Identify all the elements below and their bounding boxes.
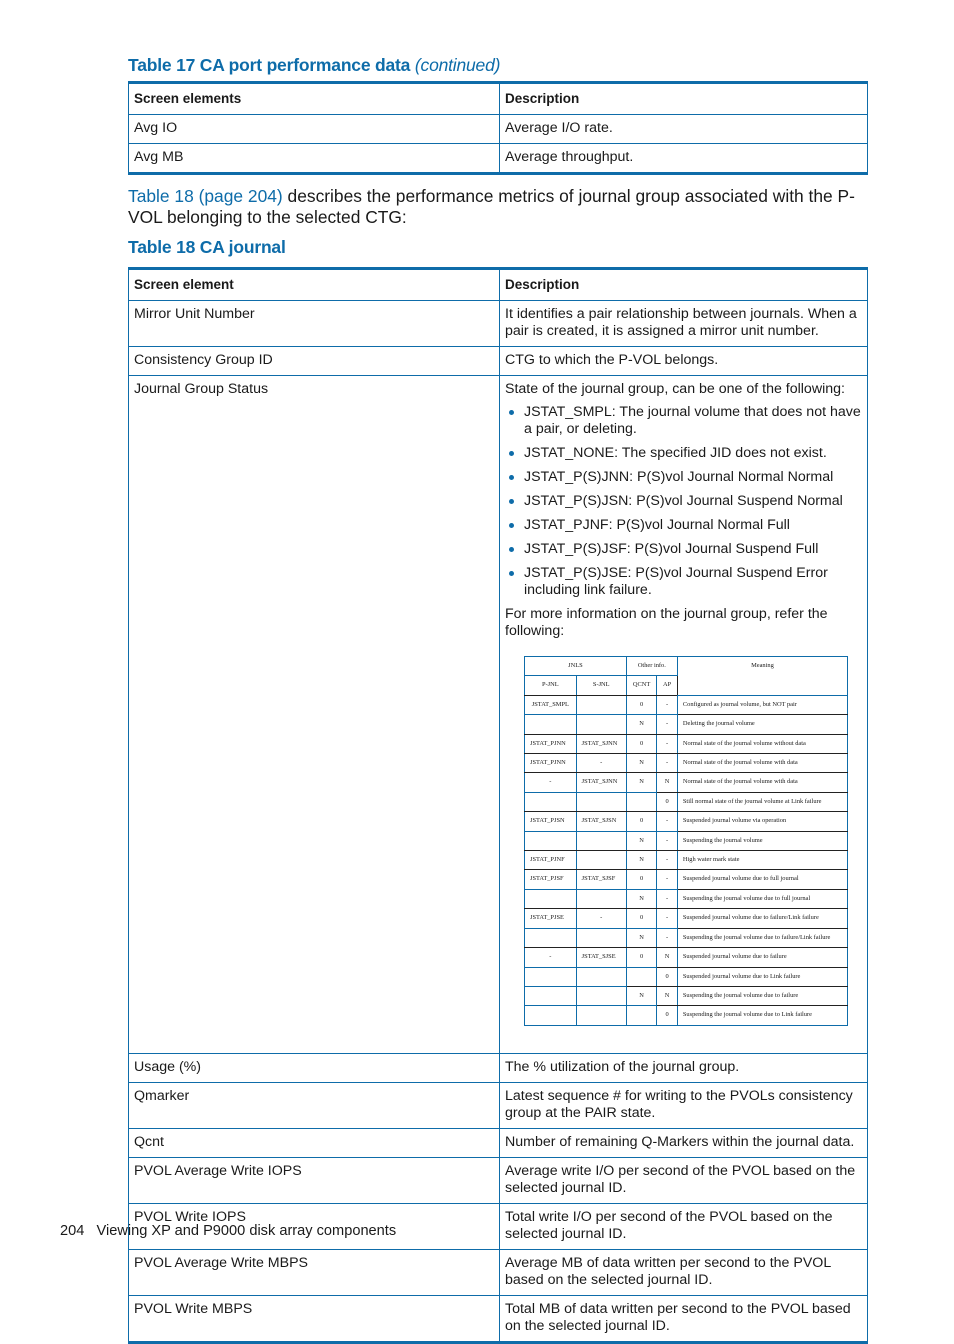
table17-caption bbox=[128, 55, 500, 76]
mini-cell bbox=[525, 792, 577, 811]
mini-header-other: Other info. bbox=[626, 657, 677, 676]
mini-row bbox=[525, 1006, 848, 1025]
mini-cell: JSTAT_PJSF bbox=[525, 870, 577, 889]
column-header: Description bbox=[500, 83, 868, 115]
mini-cell: JSTAT_SJSN bbox=[576, 812, 626, 831]
table-header-row bbox=[129, 83, 868, 115]
mini-cell: N bbox=[626, 928, 656, 947]
mini-cell: - bbox=[657, 889, 678, 908]
mini-row bbox=[525, 928, 848, 947]
mini-cell bbox=[576, 889, 626, 908]
mini-row bbox=[525, 734, 848, 753]
table17 bbox=[128, 81, 868, 175]
mini-cell: JSTAT_PJSE bbox=[525, 909, 577, 928]
list-item: JSTAT_P(S)JSF: P(S)vol Journal Suspend Full bbox=[524, 541, 862, 558]
mini-cell: - bbox=[576, 754, 626, 773]
mini-cell: Suspending the journal volume due to failure/Link failure bbox=[677, 928, 847, 947]
mini-cell: Suspended journal volume due to Link failure bbox=[677, 967, 847, 986]
table-cell: Usage (%) bbox=[129, 1053, 500, 1082]
list-item: JSTAT_SMPL: The journal volume that does not have a pair, or deleting. bbox=[524, 404, 861, 437]
mini-cell: High water mark state bbox=[677, 851, 847, 870]
mini-cell: N bbox=[626, 851, 656, 870]
status-description-cell bbox=[500, 376, 868, 1054]
mini-cell bbox=[576, 1006, 626, 1025]
mini-cell bbox=[525, 986, 577, 1005]
status-more: For more information on the journal group, refer the following: bbox=[505, 606, 828, 639]
mini-cell: - bbox=[657, 928, 678, 947]
mini-cell: - bbox=[657, 715, 678, 734]
mini-cell: Suspending the journal volume bbox=[677, 831, 847, 850]
mini-cell: N bbox=[657, 986, 678, 1005]
table-cell: Average write I/O per second of the PVOL based on the selected journal ID. bbox=[500, 1157, 868, 1203]
table17-title: Table 17 CA port performance data bbox=[128, 55, 411, 75]
table-cell: Average throughput. bbox=[500, 144, 868, 174]
page-footer: 204 Viewing XP and P9000 disk array components bbox=[60, 1223, 397, 1239]
status-list bbox=[505, 404, 862, 599]
intro-text: describes the performance metrics of journal group associated with the P-VOL belonging to the selected CTG: bbox=[128, 186, 855, 227]
mini-cell: - bbox=[525, 773, 577, 792]
mini-cell: N bbox=[626, 831, 656, 850]
mini-cell: JSTAT_SJNN bbox=[576, 773, 626, 792]
mini-cell: N bbox=[626, 773, 656, 792]
mini-row bbox=[525, 812, 848, 831]
table-cell: Consistency Group ID bbox=[129, 347, 500, 376]
column-header: Description bbox=[500, 269, 868, 301]
mini-cell bbox=[576, 967, 626, 986]
mini-cell: Configured as journal volume, but NOT pair bbox=[677, 695, 847, 714]
mini-cell: JSTAT_SMPL bbox=[525, 695, 577, 714]
mini-cell: - bbox=[657, 831, 678, 850]
table-cell: Avg MB bbox=[129, 144, 500, 174]
mini-header-ap: AP bbox=[657, 676, 678, 695]
mini-cell: - bbox=[657, 734, 678, 753]
table-row bbox=[129, 347, 868, 376]
mini-cell bbox=[525, 967, 577, 986]
mini-cell bbox=[576, 928, 626, 947]
list-item: JSTAT_NONE: The specified JID does not exist. bbox=[524, 445, 862, 462]
table-cell: Qmarker bbox=[129, 1082, 500, 1128]
mini-cell: 0 bbox=[626, 909, 656, 928]
table-cell: Average I/O rate. bbox=[500, 115, 868, 144]
mini-cell: N bbox=[657, 773, 678, 792]
mini-row bbox=[525, 870, 848, 889]
mini-cell bbox=[576, 792, 626, 811]
table-cell: Qcnt bbox=[129, 1128, 500, 1157]
mini-cell: - bbox=[657, 909, 678, 928]
mini-cell: JSTAT_SJSF bbox=[576, 870, 626, 889]
mini-cell: 0 bbox=[626, 695, 656, 714]
table-cell: It identifies a pair relationship between journals. When a pair is created, it is assigned a mirror unit number. bbox=[500, 301, 868, 347]
mini-cell bbox=[525, 715, 577, 734]
mini-row bbox=[525, 986, 848, 1005]
mini-cell: N bbox=[626, 986, 656, 1005]
mini-cell: 0 bbox=[657, 1006, 678, 1025]
mini-cell bbox=[525, 889, 577, 908]
mini-row bbox=[525, 948, 848, 967]
mini-row bbox=[525, 831, 848, 850]
mini-cell bbox=[576, 851, 626, 870]
mini-cell bbox=[576, 831, 626, 850]
mini-row bbox=[525, 967, 848, 986]
mini-cell: Normal state of the journal volume with data bbox=[677, 773, 847, 792]
table-cell: Latest sequence # for writing to the PVOLs consistency group at the PAIR state. bbox=[500, 1082, 868, 1128]
mini-cell: - bbox=[657, 695, 678, 714]
list-item: JSTAT_PJNF: P(S)vol Journal Normal Full bbox=[524, 517, 862, 534]
table-row bbox=[129, 376, 868, 1054]
table-row bbox=[129, 1082, 868, 1128]
mini-cell: N bbox=[626, 754, 656, 773]
table-row bbox=[129, 1295, 868, 1342]
mini-cell: - bbox=[657, 754, 678, 773]
mini-cell: 0 bbox=[626, 812, 656, 831]
mini-cell: 0 bbox=[626, 870, 656, 889]
table-cell: Avg IO bbox=[129, 115, 500, 144]
mini-cell: JSTAT_PJNN bbox=[525, 754, 577, 773]
table18-caption: Table 18 CA journal bbox=[128, 237, 286, 257]
column-header: Screen element bbox=[129, 269, 500, 301]
status-intro: State of the journal group, can be one of the following: bbox=[505, 381, 845, 397]
mini-cell: Still normal state of the journal volume at Link failure bbox=[677, 792, 847, 811]
mini-cell: Suspended journal volume due to failure/Link failure bbox=[677, 909, 847, 928]
table18-link[interactable]: Table 18 (page 204) bbox=[128, 186, 283, 206]
mini-cell bbox=[626, 967, 656, 986]
table-row bbox=[129, 1128, 868, 1157]
mini-cell: Normal state of the journal volume without data bbox=[677, 734, 847, 753]
table-cell: Number of remaining Q-Markers within the journal data. bbox=[500, 1128, 868, 1157]
mini-row bbox=[525, 909, 848, 928]
journal-status-figure bbox=[524, 656, 848, 1026]
mini-cell: Suspended journal volume via operation bbox=[677, 812, 847, 831]
mini-cell bbox=[525, 1006, 577, 1025]
table-row bbox=[129, 115, 868, 144]
mini-cell: 0 bbox=[657, 792, 678, 811]
table-row bbox=[129, 144, 868, 174]
mini-cell: N bbox=[626, 889, 656, 908]
mini-cell: JSTAT_SJSE bbox=[576, 948, 626, 967]
mini-header-qcnt: QCNT bbox=[626, 676, 656, 695]
intro-paragraph bbox=[128, 186, 870, 228]
mini-cell: - bbox=[657, 812, 678, 831]
mini-row bbox=[525, 792, 848, 811]
mini-cell: - bbox=[657, 851, 678, 870]
table-cell: PVOL Write IOPS bbox=[129, 1203, 500, 1249]
mini-cell: - bbox=[576, 909, 626, 928]
mini-cell: N bbox=[626, 715, 656, 734]
table-cell: The % utilization of the journal group. bbox=[500, 1053, 868, 1082]
mini-cell: Normal state of the journal volume with data bbox=[677, 754, 847, 773]
mini-cell bbox=[626, 792, 656, 811]
mini-cell: Deleting the journal volume bbox=[677, 715, 847, 734]
mini-cell: Suspended journal volume due to full journal bbox=[677, 870, 847, 889]
mini-cell: JSTAT_SJNN bbox=[576, 734, 626, 753]
mini-row bbox=[525, 695, 848, 714]
table-row bbox=[129, 1157, 868, 1203]
mini-cell bbox=[576, 695, 626, 714]
list-item: JSTAT_P(S)JNN: P(S)vol Journal Normal Normal bbox=[524, 469, 862, 486]
mini-cell: 0 bbox=[626, 948, 656, 967]
table-cell: PVOL Write MBPS bbox=[129, 1295, 500, 1342]
mini-cell: Suspended journal volume due to failure bbox=[677, 948, 847, 967]
mini-row bbox=[525, 773, 848, 792]
mini-cell: JSTAT_PJNN bbox=[525, 734, 577, 753]
mini-row bbox=[525, 715, 848, 734]
mini-header-jnls: JNLS bbox=[525, 657, 627, 676]
mini-header-sjnl: S-JNL bbox=[576, 676, 626, 695]
table-cell: Average MB of data written per second to the PVOL based on the selected journal ID. bbox=[500, 1249, 868, 1295]
table-header-row bbox=[129, 269, 868, 301]
table-cell: PVOL Average Write IOPS bbox=[129, 1157, 500, 1203]
mini-cell: Suspending the journal volume due to full journal bbox=[677, 889, 847, 908]
mini-cell bbox=[576, 715, 626, 734]
mini-cell: - bbox=[525, 948, 577, 967]
mini-cell: Suspending the journal volume due to Link failure bbox=[677, 1006, 847, 1025]
mini-cell bbox=[525, 831, 577, 850]
list-item: JSTAT_P(S)JSN: P(S)vol Journal Suspend Normal bbox=[524, 493, 862, 510]
mini-row bbox=[525, 754, 848, 773]
table-cell: Total MB of data written per second to the PVOL based on the selected journal ID. bbox=[500, 1295, 868, 1342]
mini-row bbox=[525, 889, 848, 908]
table18 bbox=[128, 267, 868, 1344]
column-header: Screen elements bbox=[129, 83, 500, 115]
table17-continued: (continued) bbox=[414, 55, 501, 75]
list-item: JSTAT_P(S)JSE: P(S)vol Journal Suspend Error including link failure. bbox=[524, 565, 862, 599]
table-row bbox=[129, 1249, 868, 1295]
table-cell: Total write I/O per second of the PVOL based on the selected journal ID. bbox=[500, 1203, 868, 1249]
mini-cell bbox=[576, 986, 626, 1005]
table-cell: Mirror Unit Number bbox=[129, 301, 500, 347]
table-cell: PVOL Average Write MBPS bbox=[129, 1249, 500, 1295]
table-cell: CTG to which the P-VOL belongs. bbox=[500, 347, 868, 376]
mini-cell: - bbox=[657, 870, 678, 889]
table-row bbox=[129, 1053, 868, 1082]
mini-cell: 0 bbox=[657, 967, 678, 986]
mini-cell: N bbox=[657, 948, 678, 967]
mini-cell: Suspending the journal volume due to failure bbox=[677, 986, 847, 1005]
mini-header-pjnl: P-JNL bbox=[525, 676, 577, 695]
table-cell: Journal Group Status bbox=[129, 376, 500, 1054]
mini-row bbox=[525, 851, 848, 870]
mini-cell bbox=[525, 928, 577, 947]
mini-cell: JSTAT_PJNF bbox=[525, 851, 577, 870]
mini-cell: 0 bbox=[626, 734, 656, 753]
mini-header-row bbox=[525, 657, 848, 676]
mini-cell bbox=[626, 1006, 656, 1025]
mini-header-meaning: Meaning bbox=[677, 657, 847, 696]
table-row bbox=[129, 301, 868, 347]
mini-cell: JSTAT_PJSN bbox=[525, 812, 577, 831]
